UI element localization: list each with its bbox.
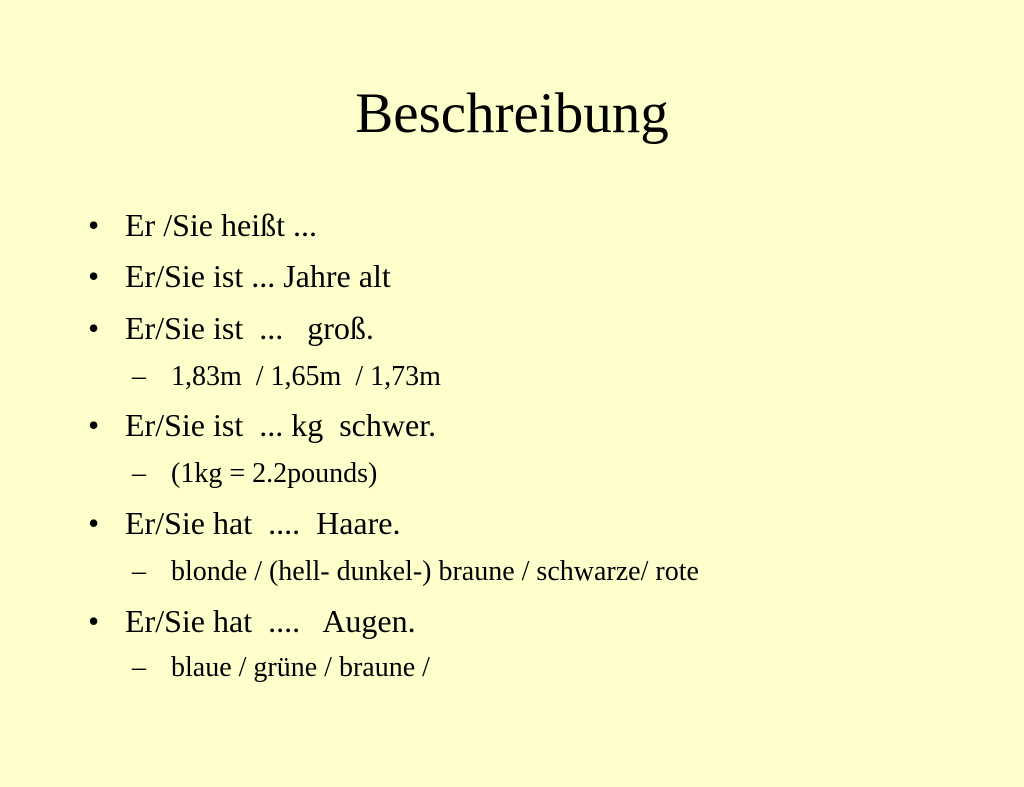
sub-bullet-marker: – [132, 458, 146, 489]
sub-bullet-marker: – [132, 556, 146, 587]
bullet-marker: • [88, 310, 100, 346]
bullet-marker: • [88, 603, 100, 639]
bullet-marker: • [88, 258, 100, 294]
bullet-text: Er/Sie ist ... groß. [125, 310, 374, 346]
bullet-text: Er/Sie hat .... Augen. [125, 603, 416, 639]
sub-bullet-item [132, 651, 430, 787]
bullet-text: Er/Sie ist ... Jahre alt [125, 258, 391, 294]
sub-bullet-text: blaue / grüne / braune / [171, 652, 430, 683]
bullet-marker: • [88, 207, 100, 243]
sub-bullet-marker: – [132, 652, 146, 683]
sub-bullet-marker: – [132, 361, 146, 392]
sub-bullet-text: blonde / (hell- dunkel-) braune / schwarze/ rote [171, 556, 699, 587]
bullet-marker: • [88, 505, 100, 541]
slide-title: Beschreibung [355, 82, 669, 145]
bullet-text: Er/Sie ist ... kg schwer. [125, 407, 437, 443]
sub-bullet-text: (1kg = 2.2pounds) [171, 458, 378, 489]
bullet-text: Er /Sie heißt ... [125, 207, 317, 243]
bullet-marker: • [88, 407, 100, 443]
bullet-text: Er/Sie hat .... Haare. [125, 505, 401, 541]
sub-bullet-text: 1,83m / 1,65m / 1,73m [171, 361, 441, 392]
